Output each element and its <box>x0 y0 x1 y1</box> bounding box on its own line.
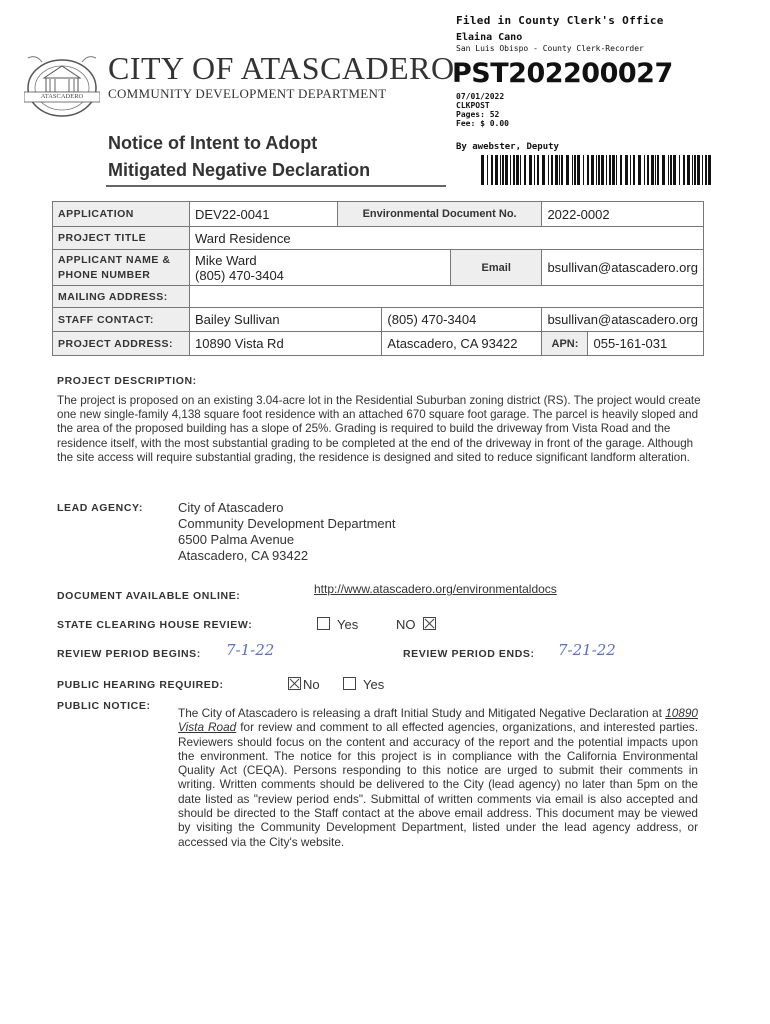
review-ends-date: 7-21-22 <box>558 641 616 659</box>
applicant-phone: (805) 470-3404 <box>195 267 284 283</box>
department-title: COMMUNITY DEVELOPMENT DEPARTMENT <box>108 86 387 101</box>
public-notice-text-end: for review and comment to all effected agencies, organizations, and interested parties. Reviewers should focus on the content and accuracy of the report and the potential impacts upon the environment. The notice for this project is in compliance with the California Environmental Quality Act (CEQA). Persons responding to this notice are urged to submit their comments in writing. Written comments should be delivered to the City (lead agency) no later than 5pm on the date listed as "review period ends". Submittal of written comments via email is also accepted and should be directed to the Staff contact at the above email address. This document may be viewed by visiting the Community Development Department, listed under the lead agency address, or accessed via the City's website. <box>178 720 698 849</box>
public-notice-label: PUBLIC NOTICE: <box>57 700 151 712</box>
clearinghouse-no-label: NO <box>396 617 416 632</box>
document-online-label: DOCUMENT AVAILABLE ONLINE: <box>57 590 241 602</box>
project-title-label: PROJECT TITLE <box>53 227 190 250</box>
lead-agency-label: LEAD AGENCY: <box>57 502 143 514</box>
stamp-recorder-line: San Luis Obispo - County Clerk-Recorder <box>456 44 644 53</box>
project-city-value: Atascadero, CA 93422 <box>382 332 542 356</box>
public-notice-address: 10890 Vista Road <box>178 706 698 735</box>
review-ends-label: REVIEW PERIOD ENDS: <box>403 648 535 660</box>
mailing-address-value <box>190 286 704 308</box>
clearinghouse-yes-checkbox[interactable] <box>317 617 330 630</box>
project-address-value: 10890 Vista Rd <box>190 332 382 356</box>
application-label: APPLICATION <box>53 202 190 227</box>
env-doc-value: 2022-0002 <box>542 202 704 227</box>
hearing-yes-checkbox[interactable] <box>343 677 356 690</box>
review-begins-label: REVIEW PERIOD BEGINS: <box>57 648 201 660</box>
applicant-label-line-1: APPLICANT NAME & <box>58 253 171 266</box>
stamp-filing-number: PST202200027 <box>452 58 673 89</box>
hearing-yes-label: Yes <box>363 677 385 692</box>
apn-label: APN: <box>542 332 588 356</box>
city-seal-icon <box>24 52 100 118</box>
mailing-address-label: MAILING ADDRESS: <box>53 286 190 308</box>
review-begins-date: 7-1-22 <box>226 641 275 659</box>
hearing-no-label: No <box>303 677 320 692</box>
environmental-docs-link[interactable]: http://www.atascadero.org/environmentaldocs <box>314 582 557 596</box>
staff-contact-label: STAFF CONTACT: <box>53 308 190 332</box>
public-hearing-label: PUBLIC HEARING REQUIRED: <box>57 679 224 691</box>
stamp-filed-line: Filed in County Clerk's Office <box>456 14 664 27</box>
project-description-text: The project is proposed on an existing 3.04-acre lot in the Residential Suburban zoning district (RS). The project would create one new single-family 4,138 square foot residence with an attached 670 square foot garage. The parcel is heavily sloped and the area of the proposed building has a slope of 25%. Grading is required to build the driveway from Vista Road and the residence itself, with the most substantial grading to be completed at the end of the driveway in front of the garage. Although the site access will require substantial grading, the residence is designed and sited to reduce significant landform alteration. <box>57 394 701 464</box>
stamp-fee: Fee: $ 0.00 <box>456 119 509 128</box>
stamp-clerk-name: Elaina Cano <box>456 32 523 43</box>
city-title: CITY OF ATASCADERO <box>108 50 455 86</box>
public-notice-text-start: The City of Atascadero is releasing a draft Initial Study and Mitigated Negative Declaration at <box>178 706 666 720</box>
applicant-name: Mike Ward <box>195 252 257 268</box>
table-row <box>53 332 704 356</box>
env-doc-label: Environmental Document No. <box>337 202 542 227</box>
clearinghouse-label: STATE CLEARING HOUSE REVIEW: <box>57 619 253 631</box>
clearinghouse-no-checkbox[interactable] <box>423 617 436 630</box>
barcode-image <box>481 155 711 185</box>
project-description-heading: PROJECT DESCRIPTION: <box>57 375 197 387</box>
notice-title <box>108 130 370 184</box>
table-row <box>53 286 704 308</box>
lead-agency-line-4: Atascadero, CA 93422 <box>178 548 309 563</box>
stamp-deputy: By awebster, Deputy <box>456 142 559 152</box>
table-row <box>53 202 704 227</box>
public-notice-text <box>178 706 698 849</box>
staff-contact-phone: (805) 470-3404 <box>382 308 542 332</box>
applicant-label <box>53 250 190 286</box>
lead-agency-line-2: Community Development Department <box>178 516 396 531</box>
stamp-code: CLKPOST <box>456 101 490 110</box>
seal-banner-text: ATASCADERO <box>40 93 84 100</box>
clearinghouse-yes-label: Yes <box>337 617 359 632</box>
notice-title-line-2: Mitigated Negative Declaration <box>108 160 371 180</box>
lead-agency-line-3: 6500 Palma Avenue <box>178 532 295 547</box>
applicant-label-line-2: PHONE NUMBER <box>58 268 151 281</box>
hearing-no-checkbox[interactable] <box>288 677 301 690</box>
staff-contact-name: Bailey Sullivan <box>190 308 382 332</box>
application-value: DEV22-0041 <box>190 202 338 227</box>
lead-agency-address <box>178 500 395 564</box>
notice-title-line-1: Notice of Intent to Adopt <box>108 133 318 153</box>
table-row <box>53 308 704 332</box>
table-row <box>53 250 704 286</box>
header-divider <box>106 185 446 187</box>
stamp-pages: Pages: 52 <box>456 110 500 119</box>
table-row <box>53 227 704 250</box>
lead-agency-line-1: City of Atascadero <box>178 500 284 515</box>
stamp-meta <box>456 92 509 128</box>
applicant-email: bsullivan@atascadero.org <box>542 250 704 286</box>
staff-contact-email: bsullivan@atascadero.org <box>542 308 704 332</box>
apn-value: 055-161-031 <box>588 332 704 356</box>
stamp-date: 07/01/2022 <box>456 92 505 101</box>
project-info-table <box>52 201 704 356</box>
project-title-value: Ward Residence <box>190 227 704 250</box>
project-address-label: PROJECT ADDRESS: <box>53 332 190 356</box>
email-label: Email <box>451 250 542 286</box>
applicant-value <box>190 250 451 286</box>
